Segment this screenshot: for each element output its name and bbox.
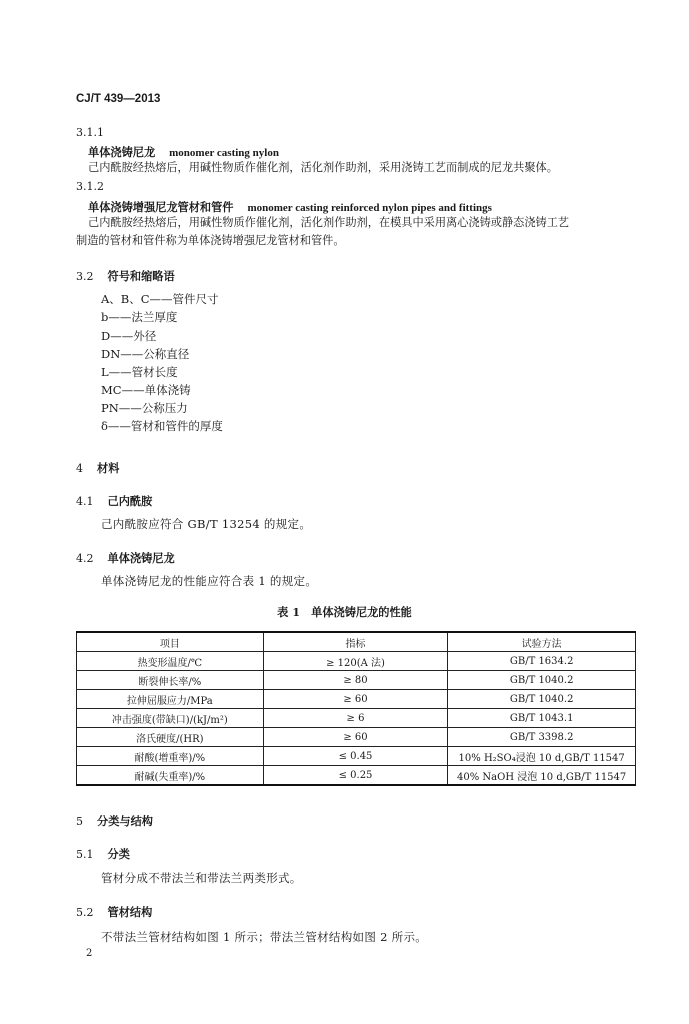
table-cell: 40% NaOH 浸泡 10 d,GB/T 11547 [448,766,636,786]
table-cell: 冲击强度(带缺口)/(kJ/m²) [77,709,264,728]
table-cell: ≤ 0.45 [263,747,448,766]
paragraph-5-1: 管材分成不带法兰和带法兰两类形式。 [101,871,302,885]
table-cell: 耐碱(失重率)/% [77,766,264,786]
table-cell: GB/T 1043.1 [448,709,636,728]
header-cell-item: 项目 [77,632,264,652]
term-3-1-1 [88,141,279,160]
section-number-3-1-2: 3.1.2 [76,180,104,193]
term-cn: 单体浇铸增强尼龙管材和管件 [88,200,234,214]
properties-table [76,631,636,786]
section-number-3-1-1: 3.1.1 [76,126,104,139]
table-cell: GB/T 1040.2 [448,671,636,690]
section-number: 4.1 [76,495,94,508]
term-en: monomer casting reinforced nylon pipes and fittings [247,202,492,214]
symbol-item: DN——公称直径 [101,347,190,361]
symbol-item: D——外径 [101,329,157,343]
section-heading-4 [76,457,119,476]
section-title: 单体浇铸尼龙 [107,551,175,565]
table-cell: 10% H₂SO₄浸泡 10 d,GB/T 11547 [448,747,636,766]
table-caption: 表 1 单体浇铸尼龙的性能 [277,605,412,619]
symbol-item: δ——管材和管件的厚度 [101,419,223,433]
paragraph-4-2: 单体浇铸尼龙的性能应符合表 1 的规定。 [101,574,318,588]
section-number: 5.2 [76,906,94,919]
section-title: 材料 [97,461,120,475]
table-cell: GB/T 1634.2 [448,652,636,671]
table-row [77,747,636,766]
section-heading-5-1 [76,843,130,862]
table-row [77,709,636,728]
table-row [77,690,636,709]
table-cell: 热变形温度/℃ [77,652,264,671]
table-row [77,728,636,747]
table-row [77,671,636,690]
table-cell: GB/T 1040.2 [448,690,636,709]
document-header: CJ/T 439—2013 [76,93,161,105]
section-heading-4-1 [76,490,152,509]
table-cell: 拉伸屈服应力/MPa [77,690,264,709]
section-title: 符号和缩略语 [107,269,175,283]
term-3-1-2 [88,196,492,215]
section-heading-3-2 [76,265,175,284]
section-heading-5 [76,810,153,829]
table-cell: 耐酸(增重率)/% [77,747,264,766]
section-number: 3.2 [76,270,94,283]
section-heading-4-2 [76,547,175,566]
term-cn: 单体浇铸尼龙 [88,145,156,159]
section-number: 4.2 [76,552,94,565]
section-number: 5.1 [76,848,94,861]
section-number: 5 [76,815,83,828]
table-cell: ≥ 80 [263,671,448,690]
header-cell-index: 指标 [263,632,448,652]
symbol-item: A、B、C——管件尺寸 [101,292,219,306]
table-cell: 断裂伸长率/% [77,671,264,690]
page-number: 2 [86,948,93,959]
section-title: 己内酰胺 [107,494,153,508]
table-cell: ≥ 120(A 法) [263,652,448,671]
table-cell: GB/T 3398.2 [448,728,636,747]
section-title: 管材结构 [107,905,153,919]
symbol-item: MC——单体浇铸 [101,383,191,397]
definition-3-1-2-line1: 己内酰胺经热熔后，用碱性物质作催化剂，活化剂作助剂，在模具中采用离心浇铸或静态浇铸工艺 [88,216,570,229]
table-cell: 洛氏硬度/(HR) [77,728,264,747]
section-title: 分类 [107,847,130,861]
paragraph-5-2: 不带法兰管材结构如图 1 所示；带法兰管材结构如图 2 所示。 [101,930,428,944]
table-cell: ≤ 0.25 [263,766,448,786]
definition-3-1-1: 己内酰胺经热熔后，用碱性物质作催化剂，活化剂作助剂，采用浇铸工艺而制成的尼龙共聚体。 [88,161,558,174]
section-title: 分类与结构 [97,814,153,828]
section-number: 4 [76,462,83,475]
table-header-row [77,632,636,652]
term-en: monomer casting nylon [169,147,279,159]
paragraph-4-1: 己内酰胺应符合 GB/T 13254 的规定。 [101,517,312,531]
table-row [77,652,636,671]
definition-3-1-2-line2: 制造的管材和管件称为单体浇铸增强尼龙管材和管件。 [76,234,345,247]
symbol-item: PN——公称压力 [101,401,188,415]
table-row [77,766,636,786]
symbol-item: L——管材长度 [101,365,178,379]
symbol-item: b——法兰厚度 [101,310,178,324]
table-cell: ≥ 6 [263,709,448,728]
table-cell: ≥ 60 [263,728,448,747]
section-heading-5-2 [76,901,152,920]
table-cell: ≥ 60 [263,690,448,709]
header-cell-method: 试验方法 [448,632,636,652]
